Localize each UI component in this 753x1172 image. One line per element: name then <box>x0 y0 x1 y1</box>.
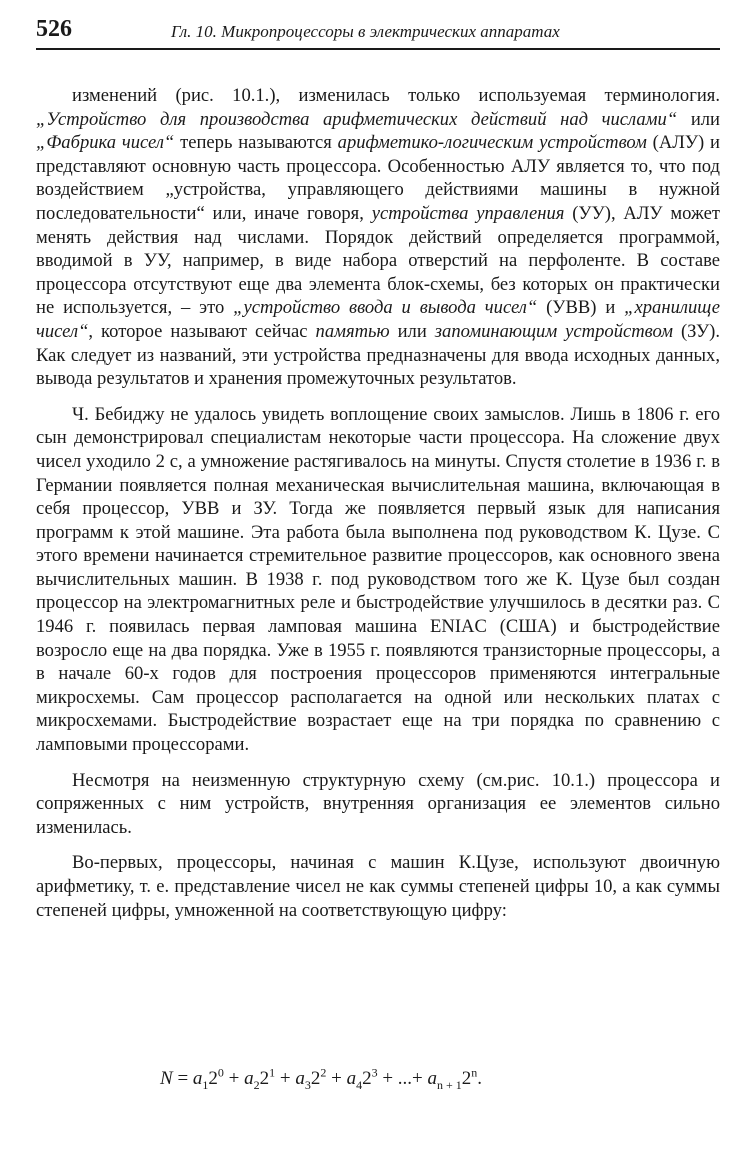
page-header <box>36 14 720 50</box>
formula-term <box>192 1065 224 1092</box>
text-run: (УУ), АЛУ может менять действия над числами. Порядок действий определяется программой, вводимой в УУ, например, в виде набора отверстий на перфоленте. В составе процессора отсутствуют еще два элемента блок-схемы, без которых он практически не используется, – это <box>36 202 720 319</box>
text-run: Ч. Бебиджу не удалось увидеть воплощение своих замыслов. Лишь в 1806 г. его сын демонстрировал специалистам некоторые части процессора. На сложение двух чисел уходило 2 с, а умножение растягивалось на минуты. Спустя столетие в 1936 г. в Германии появляется полная механическая вычислительная машина, включающая в себя процессор, УВВ и ЗУ. Тогда же появляется первый язык для написания программ к этой машине. Эта работа была выполнена под руководством К. Цузе. С этого времени начинается стремительное развитие процессоров, как основного звена вычислительных машин. В 1938 г. под руководством того же К. Цузе был создан процессор на электромагнитных реле и быстродействие улучшилось в десятки раз. С 1946 г. появилась первая ламповая машина ENIAC (США) и быстродействие возросло еще на два порядка. Уже в 1955 г. появляются транзисторные процессоры, а в начале 60-х годов для построения процессоров применяются интегральные микросхемы. Сам процессор располагается на одной или нескольких платах с микросхемами. Быстродействие возрастает еще на три порядка по сравнению с ламповыми процессорами. <box>36 403 720 756</box>
text-run: (ЗУ). Как следует из названий, эти устройства предназначены для ввода исходных данных, вывода результатов и хранения промежуточных результатов. <box>36 320 720 390</box>
term-base: 2 <box>208 1068 218 1089</box>
term-exp: n <box>471 1065 478 1080</box>
plus-sign: + <box>275 1068 296 1089</box>
page-number: 526 <box>36 16 72 42</box>
formula-end: . <box>477 1068 483 1089</box>
term-base: 2 <box>259 1068 270 1089</box>
binary-sum-formula <box>160 1065 483 1092</box>
term-sub: 4 <box>356 1077 363 1092</box>
plus-sign: + <box>326 1068 347 1089</box>
formula-term <box>295 1065 327 1092</box>
paragraph-4 <box>36 851 720 922</box>
term-sub: 2 <box>253 1077 260 1092</box>
paragraph-1 <box>36 84 720 391</box>
formula-ellipsis: + ...+ <box>377 1068 428 1089</box>
italic-term: „хранилище чисел“ <box>36 297 721 342</box>
formula-term <box>244 1065 276 1092</box>
text-run: (АЛУ) и представляют основную часть процессора. Особенностью АЛУ является то, что под воздействием „устройства, управляющего действиями машины в нужной последовательности“ или, иначе говоря, <box>36 132 720 224</box>
term-base: 2 <box>362 1068 372 1089</box>
formula-lhs: N <box>160 1068 173 1089</box>
term-sub: n + 1 <box>437 1077 462 1092</box>
term-coef: a <box>295 1068 305 1089</box>
term-exp: 1 <box>269 1065 276 1080</box>
term-coef: a <box>346 1068 357 1089</box>
italic-term: „Устройство для производства арифметических действий над числами“ <box>36 108 678 130</box>
text-run: или <box>677 108 720 130</box>
text-run: Несмотря на неизменную структурную схему (см.рис. 10.1.) процессора и сопряженных с ним устройств, внутренняя организация ее элементов сильно изменилась. <box>36 769 720 838</box>
term-coef: a <box>244 1068 254 1089</box>
italic-term: памятью <box>315 320 390 342</box>
italic-term: запоминающим устройством <box>434 320 673 342</box>
text-run: , которое называют сейчас <box>88 320 316 342</box>
text-body <box>36 84 720 922</box>
paragraph-2 <box>36 403 720 757</box>
text-run: Во-первых, процессоры, начиная с машин К.Цузе, используют двоичную арифметику, т. е. представление чисел не как суммы степеней цифры 10, а как суммы степеней цифры, умноженной на соответствующую цифру: <box>36 852 720 921</box>
term-sub: 1 <box>202 1077 209 1092</box>
term-coef: a <box>427 1068 437 1089</box>
plus-sign: + <box>223 1068 245 1089</box>
term-base: 2 <box>310 1068 321 1089</box>
term-base: 2 <box>461 1068 472 1089</box>
term-sub: 3 <box>304 1077 311 1092</box>
text-run: (УВВ) и <box>537 297 625 319</box>
text-run: теперь называются <box>174 132 338 154</box>
italic-term: „устройство ввода и вывода чисел“ <box>233 297 538 319</box>
term-exp: 0 <box>217 1065 224 1080</box>
italic-term: арифметико-логическим устройством <box>337 132 647 154</box>
running-title: Гл. 10. Микропроцессоры в электрических аппаратах <box>171 22 560 41</box>
text-run: или <box>389 320 435 342</box>
term-exp: 2 <box>320 1065 327 1080</box>
formula-term <box>346 1065 378 1092</box>
paragraph-3 <box>36 769 720 840</box>
formula-term <box>427 1065 478 1092</box>
italic-term: устройства управления <box>371 202 565 224</box>
text-run: изменений (рис. 10.1.), изменилась только используемая терминология. <box>72 85 720 106</box>
italic-term: „Фабрика чисел“ <box>36 132 175 154</box>
term-exp: 3 <box>371 1065 378 1080</box>
term-coef: a <box>192 1068 203 1089</box>
formula-equals: = <box>172 1068 193 1089</box>
